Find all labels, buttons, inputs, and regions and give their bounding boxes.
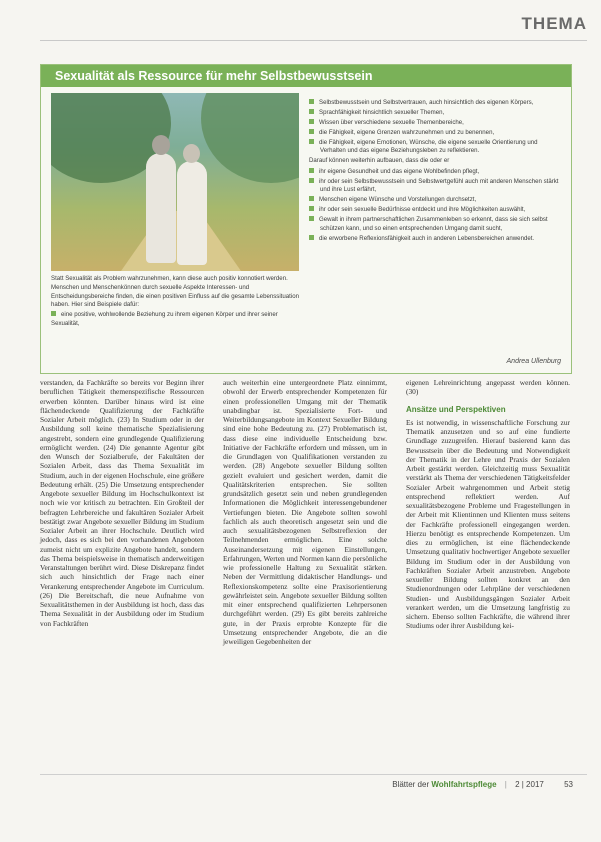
journal-issue: 2 | 2017	[515, 780, 544, 789]
page-number: 53	[564, 780, 573, 789]
head-shape	[183, 144, 200, 163]
caption-text: Statt Sexualität als Problem wahrzunehmen, kann diese auch positiv konnotiert werden. Menschen und Menschenkönnen durch sexuelle Aspekte Interessen- und Entscheidungsbereiche finden, die einen positiven Einfluss auf die gesamte Lebenssituation haben. Hier sind Beispiele dafür:	[51, 275, 299, 309]
couple-photo	[51, 93, 299, 271]
info-box-title: Sexualität als Ressource für mehr Selbstbewusstsein	[41, 65, 571, 87]
list-item: die erworbene Reflexionsfähigkeit auch in anderen Lebensbereichen anwendet.	[309, 235, 563, 243]
journal-brand: Wohlfahrtspflege	[431, 780, 497, 789]
ressourcen-list	[309, 99, 563, 245]
photo-caption	[51, 275, 299, 329]
info-box	[40, 64, 572, 374]
column-3-lead: eigenen Lehreinrichtung angepasst werden können. (30)	[406, 378, 570, 397]
list-item: Selbstbewusstsein und Selbstvertrauen, auch hinsichtlich des eigenen Körpers,	[309, 99, 563, 107]
caption-bullet-text: eine positive, wohlwollende Beziehung zu ihrem eigenen Körper und ihrer seiner Sexualität,	[51, 311, 278, 327]
person-shape	[146, 153, 176, 263]
column-3	[406, 378, 570, 631]
article-body	[40, 378, 570, 774]
column-2-text: auch weiterhin eine untergeordnete Platz einnimmt, obwohl der Erwerb entsprechender Kompetenzen für einen professionellen Umgang mit der Thematik unabdingbar ist. Spezialisierte Fort- und Weiterbildungsangebote im Kontext Sexueller Bildung sind eine hohe Bedeutung zu. (27) Problematisch ist, dass diese eine individuelle Entscheidung bzw. Initiative der Fachkräfte erfordern und müssen, um in die Grundlagen von Qualifikationen verstanden zu werden. (28) Angebote sexueller Bildung sollten gezielt evaluiert und gesichert werden, damit die Qualitätskriterien entsprechen. Sie sollten grundsätzlich gesetzt sein und neben grundlegenden Informationen die Möglichkeit interessengebundener Vertiefungen bieten. Die Angebote sollten sowohl fachlich als auch theoretisch angesetzt sein und die auch sexualitätsbezogenen Selbstreflexion der Teilnehmenden ermöglichen. Eine solche Auseinandersetzung mit eigenen Einstellungen, Erfahrungen, Werten und Normen kann die persönliche wie professionelle Haltung zu Sexualität stärken. Neben der Vermittlung didaktischer Handlungs- und Reflexionskompetenz sollte eine Praxisorientierung gewährleistet sein. Angebote sexueller Bildung sollten mit einer entsprechend qualifizierten Lehrpersonen durchgeführt werden. (29) Es gibt bereits zahlreiche gute, in der Praxis erprobte Konzepte für die Umsetzung entsprechender Angebote, die an die jeweiligen Gegebenheiten der	[223, 378, 387, 646]
list-item: Sprachfähigkeit hinsichtlich sexueller Themen,	[309, 109, 563, 117]
column-1-text: verstanden, da Fachkräfte so bereits vor Beginn ihrer beruflichen Tätigkeit themenspezifische Ressourcen erwerben könnten. Darüber hinaus wird ist eine flächendeckende Qualifizierung der Fachkräfte Sozialer Arbeit möglich. (23) In Studium oder in der Ausbildung soll keine thematische Spezialisierung angestrebt, sondern eine grundlegende Qualifizierung ermöglicht werden. (24) Die genannte Agentur gibt den Wunsch der Sozialberufe, der Fakultäten der Sozialen Arbeit, dass das Thema Sexualität im Studium, auch in der eigenen Hochschule, eine größere Bedeutung erhält. (25) Die Umsetzung entsprechender Angebote sexueller Bildung im Hochschulkontext ist noch wie vor kritisch zu betrachten. Ein Großteil der befragten Lehrbereiche und fakultären Sozialer Arbeit bestätigt zwar Angebote sexueller Bildung im Studium Sozialer Arbeit an ihrer Hochschule. Deutlich wird jedoch, dass es sich bei den vorhandenen Angeboten zumeist nicht um explizite Angebote handelt, sondern das Thema beispielsweise in thematisch anderweitigen Veranstaltungen berührt wird. Diese Diskrepanz findet sich auch hinsichtlich der Frage nach einer Verankerung entsprechender Angebote im Curriculum. (26) Die Bereitschaft, die neue Aufnahme von Sexualitätsthemen in der Ausbildung ist hoch, dass das Thema Sexualität in der Ausbildung oder im Studium von Fachkräften	[40, 378, 204, 628]
page-footer	[392, 780, 573, 789]
list-intro-line: Darauf können weiterhin aufbauen, dass die oder er	[309, 157, 450, 165]
person-shape	[177, 161, 207, 265]
list-item: Wissen über verschiedene sexuelle Themenbereiche,	[309, 119, 563, 127]
list-item: ihr oder sein Selbstbewusstsein und Selbstwertgefühl auch mit anderen Menschen stärkt und ihre Lust erfährt,	[309, 178, 563, 195]
footer-divider	[40, 774, 587, 775]
top-divider	[40, 40, 587, 41]
head-shape	[152, 135, 170, 155]
list-item: die Fähigkeit, eigene Grenzen wahrzunehmen und zu benennen,	[309, 129, 563, 137]
journal-prefix: Blätter der	[392, 780, 432, 789]
caption-bullet	[51, 311, 299, 329]
column-3-text: Es ist notwendig, in wissenschaftliche Forschung zur Thematik anzusetzen und so auf eine fundierte Grundlage zuzugreifen. Hierauf basierend kann das Bewusstsein über die Bedeutung und Notwendigkeit der Thematik in der Lehre und Praxis der Sozialen Arbeit gestärkt werden. Gleichzeitig muss Sexualität verstärkt als Thema der verschiedenen Tätigkeitsfelder Sozialer Arbeit wahrgenommen und Arbeit stetig entsprechend reflektiert werden. Auf sexualitätsbezogene Probleme und Fragestellungen in der Arbeit mit Klientinnen und Klienten muss seitens der Fachkräfte professionell eingegangen werden. Hierzu benötigt es entsprechende Kompetenzen. Um dies zu ermöglichen, ist eine flächendeckende Umsetzung qualitativ hochwertiger Angebote sexueller Bildung im Studium oder in der Ausbildung von Fachkräften Sozialer Arbeit anzustreben. Angebote sexueller Bildung sollten konkret an den Studienordnungen oder Lehrpläne der verschiedenen Studien- und Ausbildungsgängen Sozialer Arbeit verankert werden, um die Umsetzung langfristig zu sichern. Ebenso sollten Fachkräfte, die während ihrer Studiums oder ihrer Ausbildung kei-	[406, 417, 570, 631]
separator: |	[504, 780, 507, 789]
tree-shape	[201, 93, 299, 183]
list-item: Menschen eigene Wünsche und Vorstellungen durchsetzt,	[309, 196, 563, 204]
list-item: ihr oder sein sexuelle Bedürfnisse entdeckt und ihre Möglichkeiten auswählt,	[309, 206, 563, 214]
box-author: Andrea Ullenburg	[506, 358, 561, 365]
list-item: die Fähigkeit, eigene Emotionen, Wünsche, die eigene sexuelle Orientierung und Verhalten und das eigene Beziehungsleben zu reflektieren.	[309, 139, 563, 156]
list-item: ihr eigene Gesundheit und das eigene Wohlbefinden pflegt,	[309, 168, 563, 176]
column-2	[223, 378, 387, 646]
section-label: THEMA	[521, 14, 587, 33]
column-1	[40, 378, 204, 628]
section-heading: Ansätze und Perspektiven	[406, 404, 506, 414]
list-item: Gewalt in ihrem partnerschaftlichen Zusammenleben so erkennt, dass sie sich selbst schützen kann, und so einen entsprechenden Umgang damit sucht,	[309, 216, 563, 233]
